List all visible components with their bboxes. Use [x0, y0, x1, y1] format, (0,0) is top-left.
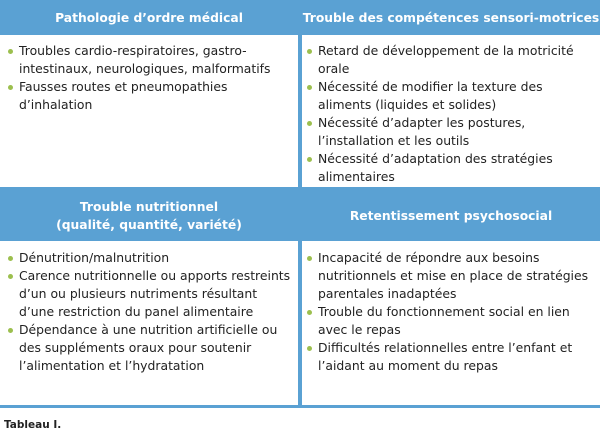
list-item: Nécessité d’adaptation des stratégies alimentaires: [307, 150, 594, 186]
list-item: Nécessité de modifier la texture des aliments (liquides et solides): [307, 78, 594, 114]
list-item: Difficultés relationnelles entre l’enfant et l’aidant au moment du repas: [307, 339, 594, 375]
list-item: Incapacité de répondre aux besoins nutritionnels et mise en place de stratégies parentales inadaptées: [307, 249, 594, 303]
list-sensorimotor: [307, 42, 594, 186]
bullet-icon: [8, 49, 13, 54]
list-item: Trouble du fonctionnement social en lien avec le repas: [307, 303, 594, 339]
bullet-icon: [307, 157, 312, 162]
mid-border: [0, 187, 600, 190]
list-item: Nécessité d’adapter les postures, l’installation et les outils: [307, 114, 594, 150]
bottom-border: [0, 405, 600, 408]
bullet-icon: [8, 274, 13, 279]
bullet-icon: [8, 256, 13, 261]
list-psychosocial: [307, 249, 594, 375]
bullet-icon: [307, 346, 312, 351]
list-medical: [8, 42, 292, 114]
list-nutritional: [8, 249, 292, 375]
header-medical: [0, 0, 298, 35]
header-nutritional: [0, 190, 298, 241]
table-caption: Tableau I.: [4, 419, 62, 431]
bullet-icon: [307, 310, 312, 315]
header-nutritional-subtitle: (qualité, quantité, variété): [56, 217, 242, 232]
list-item: Dépendance à une nutrition artificielle ou des suppléments oraux pour soutenir l’alimentation et l’hydratation: [8, 321, 292, 375]
bullet-icon: [8, 328, 13, 333]
bullet-icon: [307, 121, 312, 126]
bullet-icon: [8, 85, 13, 90]
list-item: Carence nutritionnelle ou apports restreints d’un ou plusieurs nutriments résultant d’une restriction du panel alimentaire: [8, 267, 292, 321]
body-psychosocial: [307, 249, 594, 375]
bullet-icon: [307, 85, 312, 90]
list-item: Dénutrition/malnutrition: [8, 249, 292, 267]
body-medical: [8, 42, 292, 114]
center-divider: [298, 0, 302, 408]
header-sensorimotor: [302, 0, 600, 35]
header-nutritional-title: Trouble nutritionnel: [79, 199, 219, 214]
list-item: Retard de développement de la motricité orale: [307, 42, 594, 78]
header-medical-title: Pathologie d’ordre médical: [55, 10, 243, 25]
body-sensorimotor: [307, 42, 594, 186]
header-psychosocial: [302, 190, 600, 241]
bullet-icon: [307, 49, 312, 54]
bullet-icon: [307, 256, 312, 261]
body-nutritional: [8, 249, 292, 375]
header-sensorimotor-title: Trouble des compétences sensori-motrices: [302, 10, 600, 25]
list-item: Troubles cardio-respiratoires, gastro-intestinaux, neurologiques, malformatifs: [8, 42, 292, 78]
header-psychosocial-title: Retentissement psychosocial: [349, 208, 553, 223]
list-item: Fausses routes et pneumopathies d’inhalation: [8, 78, 292, 114]
